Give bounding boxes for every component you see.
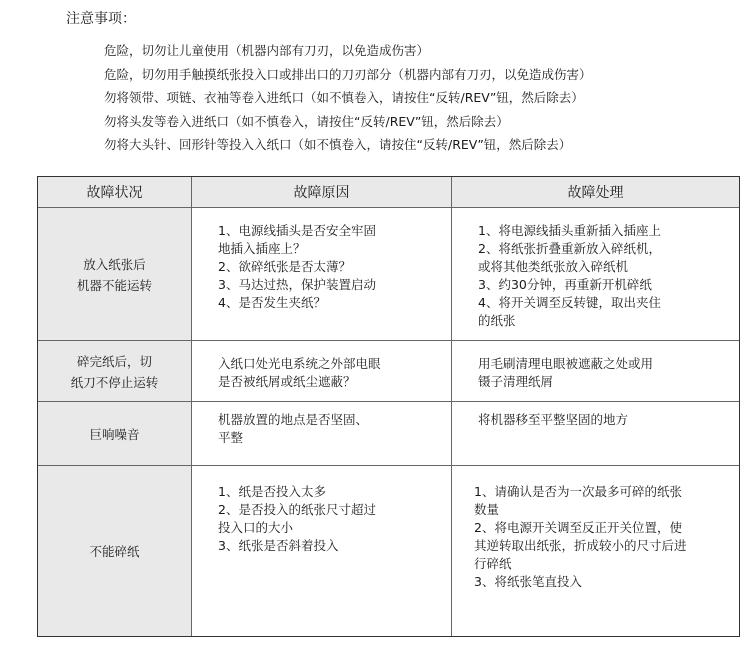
notice-item: 勿将大头针、回形针等投入入纸口（如不慎卷入，请按住“反转/REV”钮，然后除去） [104,137,572,152]
notice-list [104,39,592,157]
status-cell [38,466,192,636]
table-row [38,401,739,466]
status-line: 碎完纸后，切 [76,353,152,369]
solution-cell [452,341,739,402]
cause-line: 3、马达过热，保护装置启动 [218,277,376,292]
cause-line: 地插入插座上？ [218,241,306,256]
status-line: 巨响噪音 [89,426,140,442]
solution-cell [452,208,739,341]
cause-line: 平整 [218,430,244,445]
solution-line: 1、请确认是否为一次最多可碎的纸张 [474,484,682,499]
solution-line: 4、将开关调至反转键，取出夹住 [478,295,661,310]
cause-cell [192,341,452,402]
cause-cell [192,208,452,341]
status-cell [38,402,192,466]
solution-line: 2、将电源开关调至反正开关位置，使 [474,520,682,535]
cause-line: 1、电源线插头是否安全牢固 [218,223,376,238]
solution-line: 其逆转取出纸张，折成较小的尺寸后进 [474,538,687,553]
cause-line: 机器放置的地点是否坚固、 [218,412,369,427]
solution-line: 用毛刷清理电眼被遮蔽之处或用 [478,356,654,371]
status-line: 放入纸张后 [83,256,146,272]
solution-line: 行碎纸 [474,556,512,571]
status-cell [38,208,192,341]
solution-line: 3、将纸张笔直投入 [474,574,582,589]
table-row [38,207,739,341]
column-header-solution: 故障处理 [452,177,739,207]
solution-line: 的纸张 [478,313,516,328]
cause-line: 1、纸是否投入太多 [218,484,326,499]
notice-title: 注意事项： [66,11,136,27]
solution-cell [452,402,739,466]
notice-item: 勿将头发等卷入进纸口（如不慎卷入，请按住“反转/REV”钮，然后除去） [104,113,509,129]
solution-line: 2、将纸张折叠重新放入碎纸机， [478,241,661,256]
cause-cell [192,402,452,466]
cause-line: 2、是否投入的纸张尺寸超过 [218,502,376,517]
status-line: 机器不能运转 [76,277,152,293]
solution-line: 将机器移至平整坚固的地方 [478,412,629,427]
solution-line: 数量 [474,502,500,517]
notice-item: 勿将领带、项链、衣袖等卷入进纸口（如不慎卷入，请按住“反转/REV”钮，然后除去） [104,90,584,105]
solution-line: 3、约30分钟，再重新开机碎纸 [478,277,652,292]
solution-cell [452,466,739,636]
troubleshooting-table [37,176,740,637]
cause-line: 入纸口处光电系统之外部电眼 [218,356,381,371]
solution-line: 1、将电源线插头重新插入插座上 [478,223,661,238]
solution-line: 镊子清理纸屑 [478,374,554,389]
solution-line: 或将其他类纸张放入碎纸机 [478,259,629,274]
notice-item: 危险，切勿让儿童使用（机器内部有刀刃，以免造成伤害） [104,43,430,58]
table-header-row [38,177,739,207]
status-line: 纸刀不停止运转 [70,374,159,390]
status-line: 不能碎纸 [89,543,140,559]
column-header-status: 故障状况 [38,177,192,207]
cause-cell [192,466,452,636]
table-row [38,340,739,402]
status-cell [38,341,192,402]
cause-line: 4、是否发生夹纸？ [218,295,326,310]
column-header-cause: 故障原因 [192,177,452,207]
cause-line: 2、欲碎纸张是否太薄？ [218,259,351,274]
cause-line: 3、纸张是否斜着投入 [218,538,339,553]
cause-line: 投入口的大小 [218,520,294,535]
table-row [38,465,739,636]
cause-line: 是否被纸屑或纸尘遮蔽？ [218,374,356,389]
notice-item: 危险，切勿用手触摸纸张投入口或排出口的刀刃部分（机器内部有刀刃，以免造成伤害） [104,66,592,82]
